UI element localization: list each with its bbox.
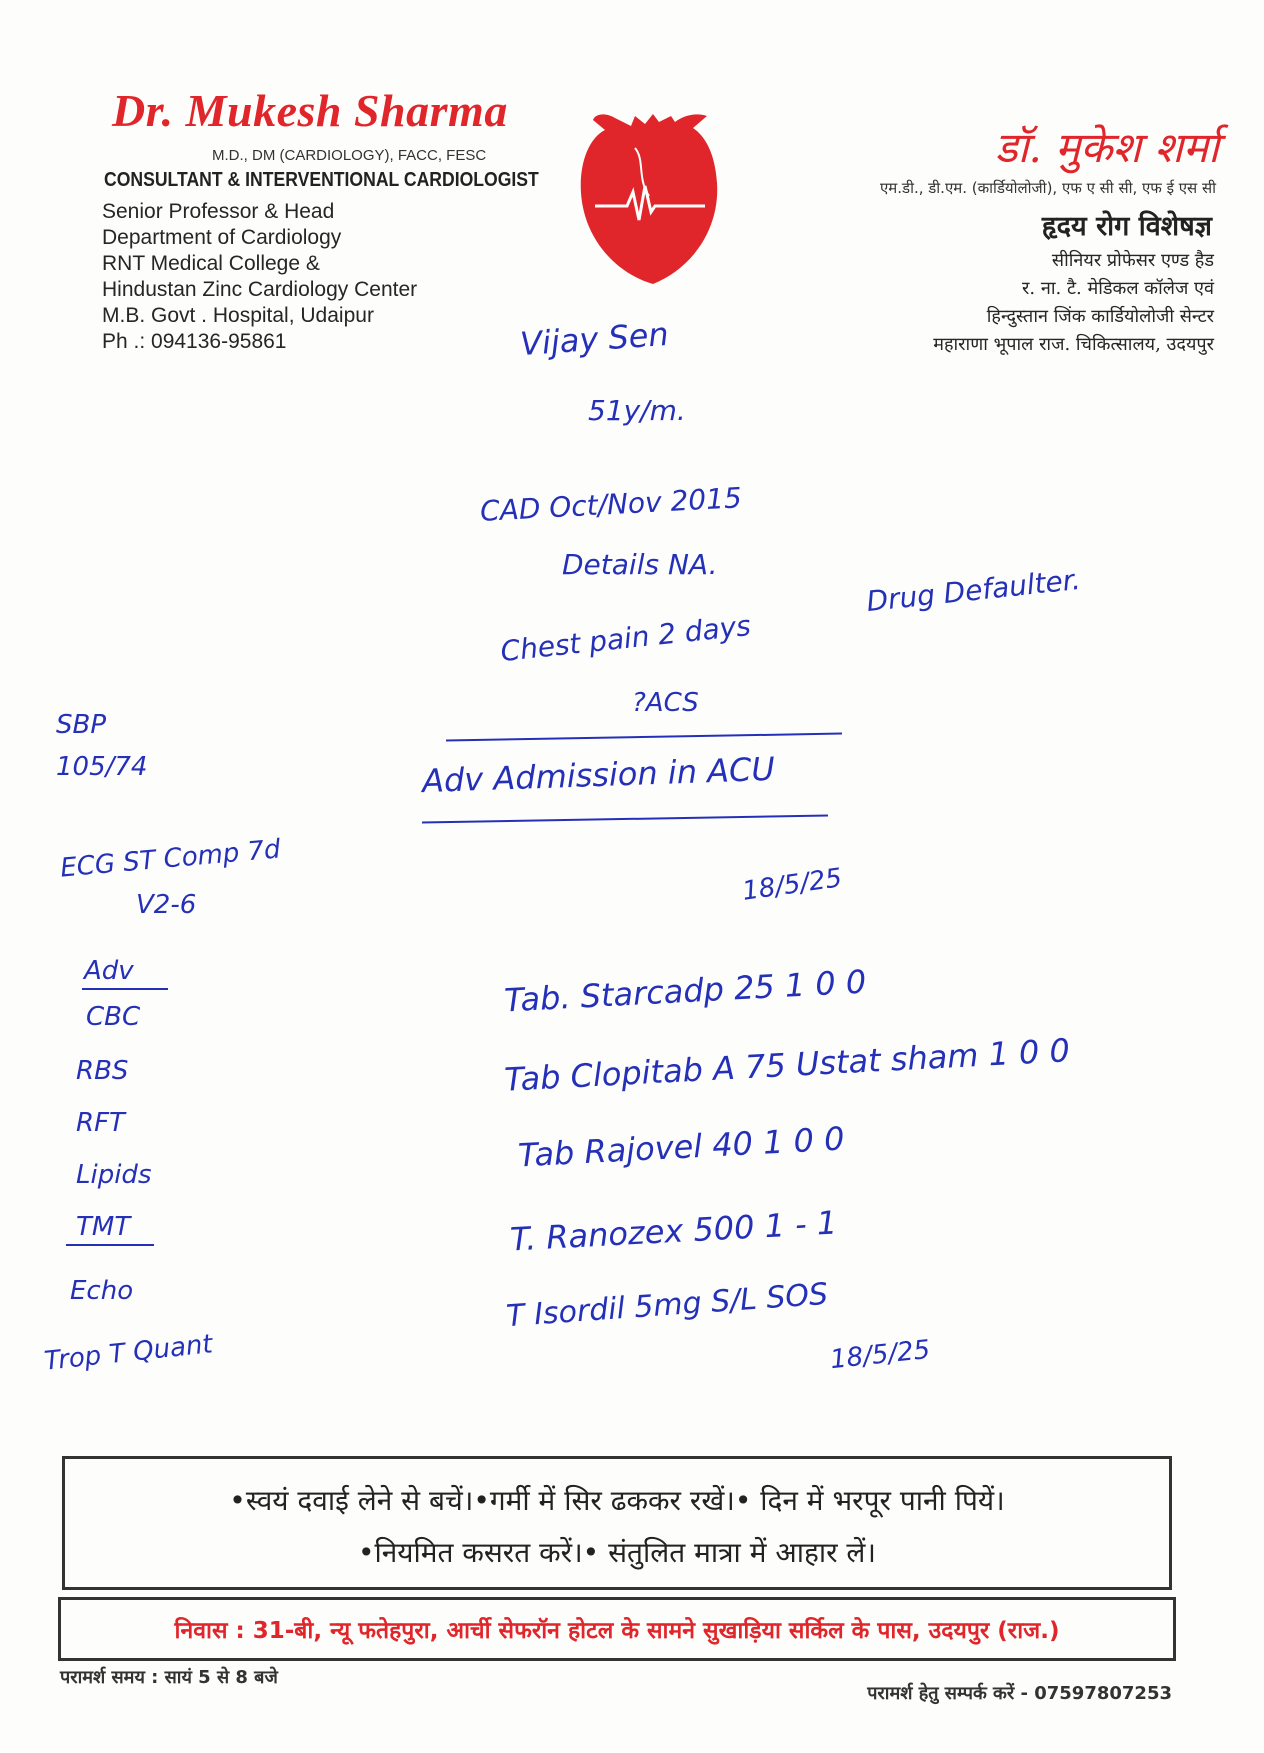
investigation-item: Lipids bbox=[76, 1160, 152, 1190]
qualifications-hindi: एम.डी., डी.एम. (कार्डियोलोजी), एफ ए सी सी, एफ ई एस सी bbox=[880, 179, 1216, 197]
medication-line: T. Ranozex 500 1 - 1 bbox=[509, 1203, 839, 1259]
designation-hindi: हृदय रोग विशेषज्ञ bbox=[1041, 211, 1212, 242]
medication-line: Tab. Starcadp 25 1 0 0 bbox=[503, 962, 868, 1020]
investigation-item: Adv bbox=[84, 956, 134, 986]
consultation-time: परामर्श समय : सायं 5 से 8 बजे bbox=[60, 1667, 278, 1688]
history-line: ?ACS bbox=[632, 688, 699, 718]
qualifications-english: M.D., DM (CARDIOLOGY), FACC, FESC bbox=[212, 147, 487, 164]
underline-rule bbox=[82, 988, 168, 990]
drug-defaulter-note: Drug Defaulter. bbox=[864, 562, 1083, 619]
address-line: RNT Medical College & bbox=[102, 252, 320, 275]
address-line: सीनियर प्रोफेसर एण्ड हैड bbox=[1051, 250, 1214, 271]
residence-address: निवास : 31-बी, न्यू फतेहपुरा, आर्ची सेफरॉन होटल के सामने सुखाड़िया सर्किल के पास, उदयपुर (राज.) bbox=[174, 1618, 1060, 1644]
investigation-item: RBS bbox=[76, 1056, 129, 1086]
tip-line: •नियमित कसरत करें।• संतुलित मात्रा में आहार लें। bbox=[357, 1536, 877, 1569]
contact-number: परामर्श हेतु सम्पर्क करें - 07597807253 bbox=[867, 1683, 1172, 1704]
investigation-item: TMT bbox=[76, 1212, 131, 1242]
medication-line: Tab Clopitab A 75 Ustat sham 1 0 0 bbox=[503, 1031, 1071, 1099]
address-english bbox=[102, 199, 417, 355]
history-line: Details NA. bbox=[562, 548, 718, 581]
underline-rule bbox=[422, 814, 828, 823]
investigation-item: CBC bbox=[86, 1002, 141, 1032]
left-note: V2-6 bbox=[136, 890, 197, 920]
doctor-name-hindi: डॉ. मुकेश शर्मा bbox=[995, 123, 1219, 172]
signature-date: 18/5/25 bbox=[740, 863, 844, 907]
investigation-item: Echo bbox=[70, 1276, 134, 1306]
left-note: ECG ST Comp 7d bbox=[59, 834, 282, 884]
health-tips-box bbox=[62, 1456, 1172, 1590]
address-line: र. ना. टै. मेडिकल कॉलेज एवं bbox=[1022, 278, 1214, 299]
designation-english: CONSULTANT & INTERVENTIONAL CARDIOLOGIST bbox=[104, 169, 539, 191]
phone-line: Ph .: 094136-95861 bbox=[102, 330, 287, 353]
doctor-name-english: Dr. Mukesh Sharma bbox=[112, 85, 508, 136]
residence-box bbox=[58, 1597, 1176, 1661]
medication-line: Tab Rajovel 40 1 0 0 bbox=[517, 1119, 846, 1175]
patient-name: Vijay Sen bbox=[518, 314, 670, 364]
address-hindi bbox=[933, 247, 1214, 359]
patient-age: 51y/m. bbox=[588, 394, 686, 427]
address-line: Department of Cardiology bbox=[102, 226, 342, 249]
address-line: Senior Professor & Head bbox=[102, 200, 335, 223]
investigation-item: RFT bbox=[76, 1108, 125, 1138]
underline-rule bbox=[446, 733, 842, 742]
address-line: महाराणा भूपाल राज. चिकित्सालय, उदयपुर bbox=[933, 334, 1214, 355]
address-line: M.B. Govt . Hospital, Udaipur bbox=[102, 304, 374, 327]
heart-logo-icon bbox=[575, 108, 725, 288]
left-note: SBP bbox=[56, 710, 107, 740]
medication-line: T Isordil 5mg S/L SOS bbox=[505, 1276, 830, 1335]
history-line: CAD Oct/Nov 2015 bbox=[479, 481, 743, 528]
signature-date: 18/5/25 bbox=[828, 1334, 932, 1376]
address-line: Hindustan Zinc Cardiology Center bbox=[102, 278, 418, 301]
underline-rule bbox=[66, 1244, 154, 1246]
investigation-item: Trop T Quant bbox=[42, 1329, 215, 1377]
advice-note: Adv Admission in ACU bbox=[421, 749, 776, 801]
history-line: Chest pain 2 days bbox=[498, 608, 753, 669]
tip-line: •स्वयं दवाई लेने से बचें।•गर्मी में सिर ढककर रखें।• दिन में भरपूर पानी पियें। bbox=[229, 1484, 1005, 1517]
address-line: हिन्दुस्तान जिंक कार्डियोलोजी सेन्टर bbox=[986, 306, 1214, 327]
left-note: 105/74 bbox=[56, 752, 148, 782]
